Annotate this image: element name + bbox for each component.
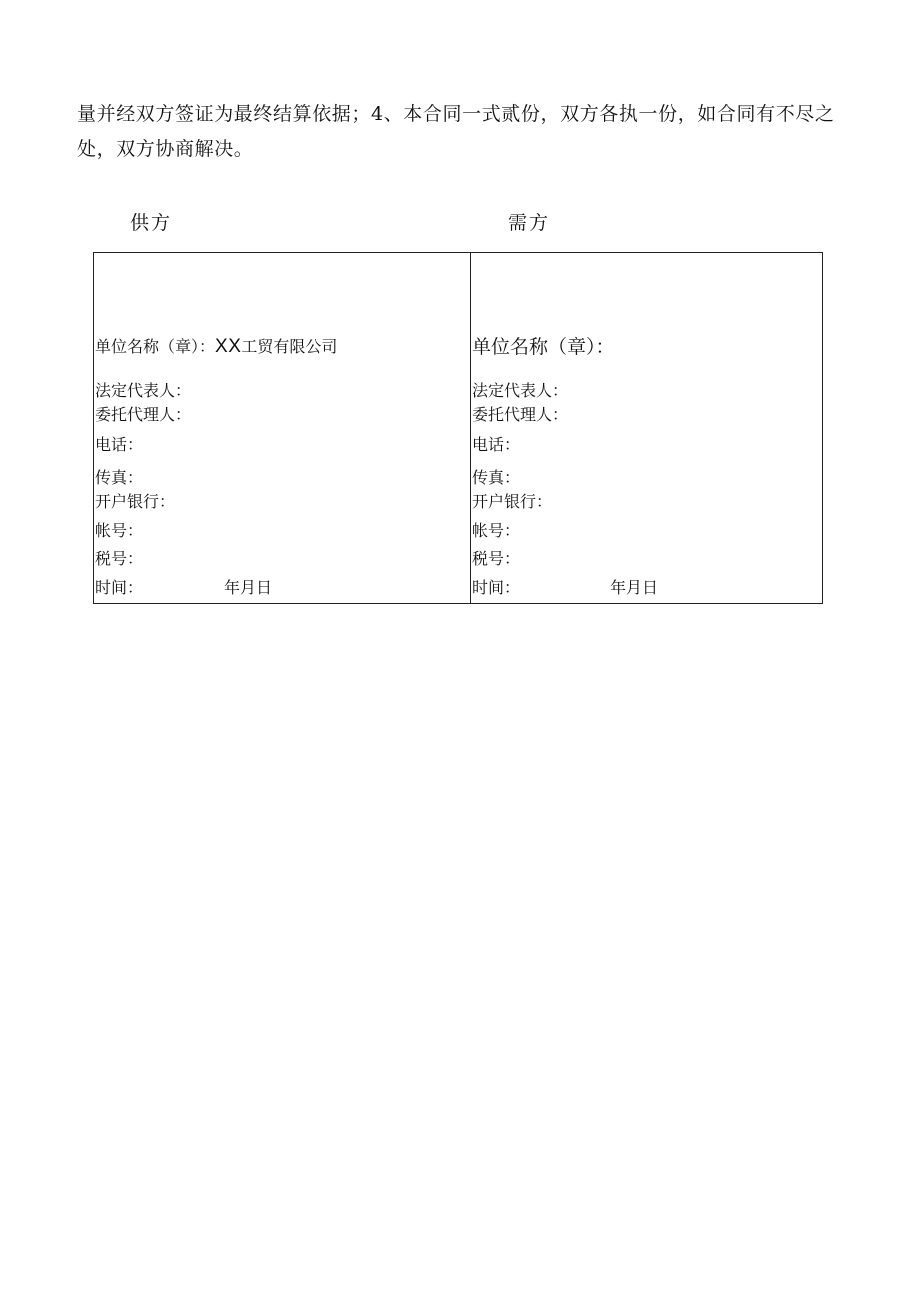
buyer-tax-number: 税号：: [472, 549, 521, 568]
supplier-legal-rep: 法定代表人：: [95, 381, 192, 400]
supplier-agent: 委托代理人：: [95, 405, 192, 424]
buyer-account: 帐号：: [472, 521, 521, 540]
company-name-xx: XX: [215, 336, 242, 357]
contract-paragraph: 量并经双方签证为最终结算依据；4、本合同一式贰份，双方各执一份，如合同有不尽之处，双方协商解决。: [77, 103, 835, 160]
buyer-date-row: [472, 578, 659, 598]
supplier-account: 帐号：: [95, 521, 144, 540]
buyer-legal-rep: 法定代表人：: [472, 381, 569, 400]
buyer-cell: [472, 253, 820, 603]
supplier-tax-number: 税号：: [95, 549, 144, 568]
supplier-bank: 开户银行：: [95, 492, 176, 511]
supplier-date-row: [95, 578, 273, 598]
supplier-date-suffix: 年月日: [224, 578, 273, 597]
signature-table: [93, 252, 823, 604]
supplier-phone: 电话：: [95, 435, 144, 454]
company-name-rest: 工贸有限公司: [241, 337, 338, 356]
buyer-fax: 传真：: [472, 468, 521, 487]
buyer-agent: 委托代理人：: [472, 405, 569, 424]
unit-name-label: 单位名称（章）：: [95, 337, 216, 356]
supplier-cell: [95, 253, 467, 603]
supplier-time-label: 时间：: [95, 578, 144, 597]
buyer-label: 需方: [508, 212, 551, 234]
supplier-unit-name: [95, 337, 337, 357]
buyer-phone: 电话：: [472, 435, 521, 454]
buyer-date-suffix: 年月日: [610, 578, 659, 597]
supplier-fax: 传真：: [95, 468, 144, 487]
supplier-label: 供方: [130, 212, 173, 234]
buyer-time-label: 时间：: [472, 578, 521, 597]
buyer-unit-name: 单位名称（章）：: [472, 336, 615, 358]
buyer-bank: 开户银行：: [472, 492, 553, 511]
column-divider: [470, 253, 471, 603]
